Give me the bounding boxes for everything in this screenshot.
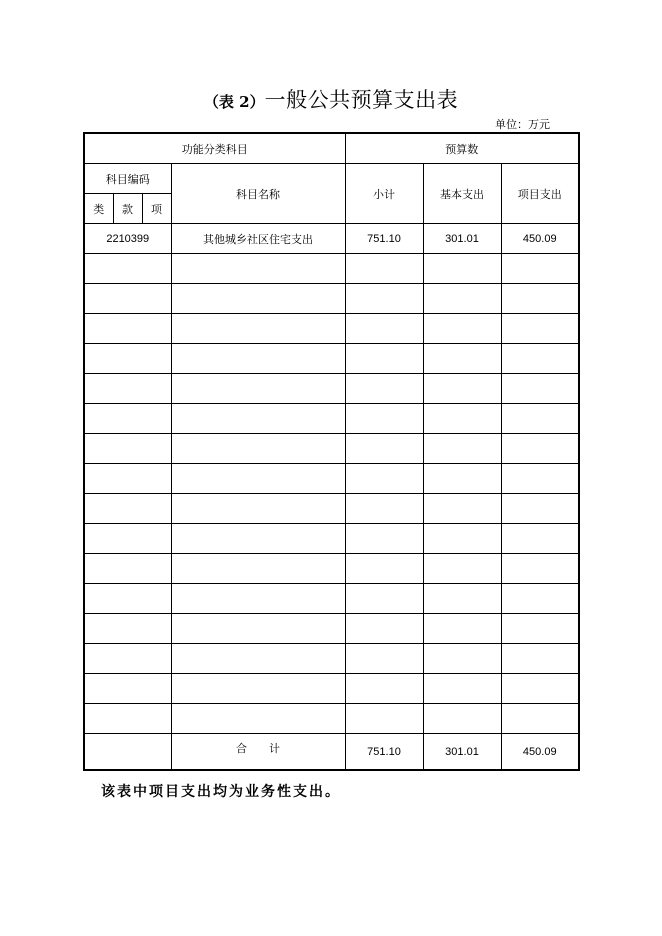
empty-row [84,584,579,614]
empty-row [84,644,579,674]
row-subtotal: 751.10 [345,224,423,254]
empty-row [84,704,579,734]
empty-row [84,374,579,404]
total-label: 合 计 [171,734,345,771]
footnote: 该表中项目支出均为业务性支出。 [101,784,341,800]
empty-row [84,554,579,584]
project-expense-header: 项目支出 [501,164,579,224]
total-basic: 301.01 [423,734,501,771]
page-title [0,84,662,114]
table-row [84,224,579,254]
row-basic: 301.01 [423,224,501,254]
row-project: 450.09 [501,224,579,254]
total-subtotal: 751.10 [345,734,423,771]
function-category-header: 功能分类科目 [84,133,345,164]
empty-row [84,404,579,434]
code-section-header: 款 [113,194,142,224]
subject-name-header: 科目名称 [171,164,345,224]
total-project: 450.09 [501,734,579,771]
empty-row [84,314,579,344]
code-item-header: 项 [142,194,171,224]
total-row [84,734,579,771]
budget-expenditure-table [83,132,580,771]
empty-row [84,254,579,284]
subject-code-header: 科目编码 [84,164,171,194]
basic-expense-header: 基本支出 [423,164,501,224]
empty-row [84,614,579,644]
subtotal-header: 小计 [345,164,423,224]
code-class-header: 类 [84,194,113,224]
title-text: 一般公共预算支出表 [264,88,459,112]
empty-row [84,284,579,314]
empty-row [84,434,579,464]
title-prefix: （表 2） [203,93,265,111]
row-name: 其他城乡社区住宅支出 [171,224,345,254]
empty-row [84,494,579,524]
empty-row [84,464,579,494]
budget-count-header: 预算数 [345,133,579,164]
row-code: 2210399 [84,224,171,254]
empty-row [84,674,579,704]
empty-row [84,524,579,554]
empty-row [84,344,579,374]
unit-label: 单位：万元 [495,118,550,131]
